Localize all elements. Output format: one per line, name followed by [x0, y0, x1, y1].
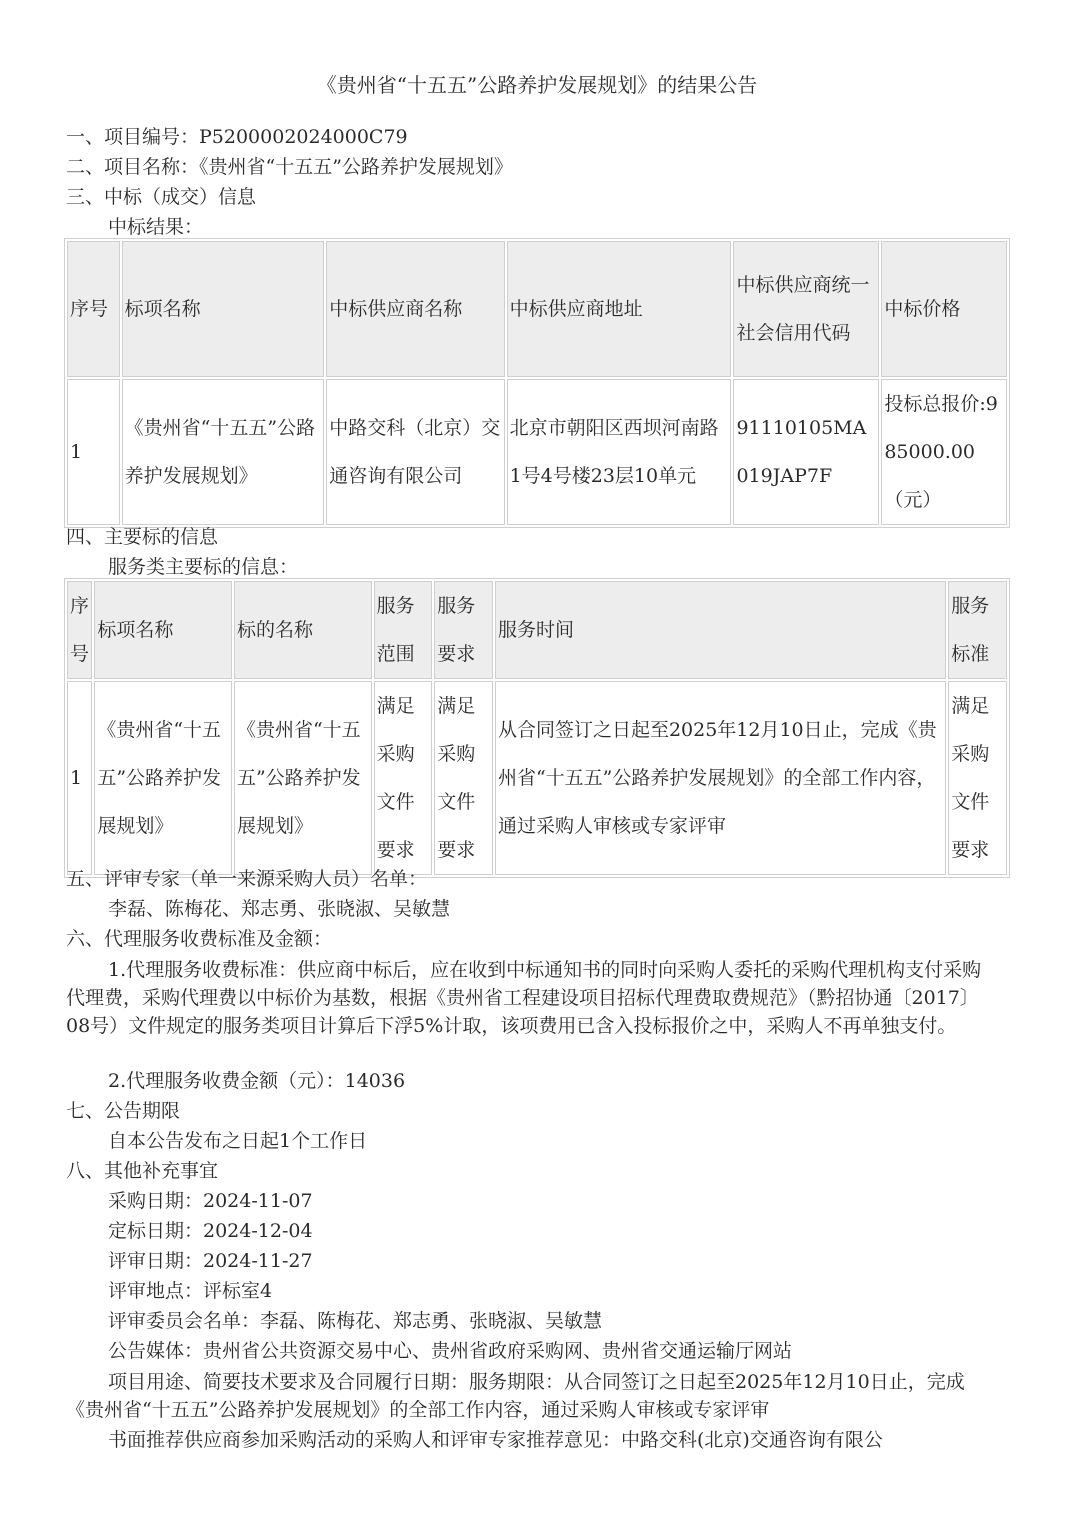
award-result-table — [64, 238, 1010, 528]
header-cell: 中标供应商名称 — [326, 241, 504, 377]
page-title: 《贵州省“十五五”公路养护发展规划》的结果公告 — [316, 73, 758, 97]
notice-period-text: 自本公告发布之日起1个工作日 — [108, 1130, 368, 1152]
table-cell: 北京市朝阳区西坝河南路1号4号楼23层10单元 — [507, 379, 732, 525]
header-cell: 中标价格 — [881, 241, 1007, 377]
agency-fee-amount: 2.代理服务收费金额（元）：14036 — [108, 1070, 406, 1092]
header-cell: 中标供应商统一社会信用代码 — [733, 241, 879, 377]
table-cell: 满足采购文件要求 — [374, 681, 433, 875]
header-cell: 标项名称 — [122, 241, 325, 377]
header-cell: 服务要求 — [434, 581, 493, 679]
review-date: 评审日期：2024-11-27 — [108, 1250, 313, 1272]
section-other-matters: 八、其他补充事宜 — [66, 1160, 219, 1182]
recommendation: 书面推荐供应商参加采购活动的采购人和评审专家推荐意见：中路交科(北京)交通咨询有限公 — [108, 1429, 883, 1451]
header-cell: 序号 — [67, 581, 92, 679]
section-award-info: 三、中标（成交）信息 — [66, 186, 257, 208]
review-committee: 评审委员会名单：李磊、陈梅花、郑志勇、张晓淑、吴敏慧 — [108, 1310, 603, 1332]
table-cell: 《贵州省“十五五”公路养护发展规划》 — [94, 681, 232, 875]
header-cell: 服务时间 — [495, 581, 946, 679]
expert-names: 李磊、陈梅花、郑志勇、张晓淑、吴敏慧 — [108, 898, 451, 920]
table-cell: 1 — [67, 379, 120, 525]
section-notice-period: 七、公告期限 — [66, 1100, 181, 1122]
table-header-row — [67, 581, 1007, 679]
header-cell: 服务范围 — [374, 581, 433, 679]
table-cell: 投标总报价:985000.00（元） — [881, 379, 1007, 525]
project-name: 二、项目名称：《贵州省“十五五”公路养护发展规划》 — [66, 156, 513, 178]
notice-media: 公告媒体：贵州省公共资源交易中心、贵州省政府采购网、贵州省交通运输厅网站 — [108, 1340, 793, 1362]
table-row — [67, 379, 1007, 525]
award-date: 定标日期：2024-12-04 — [108, 1220, 313, 1242]
project-usage: 项目用途、简要技术要求及合同履行日期：服务期限：从合同签订之日起至2025年12月10日止，完成《贵州省“十五五”公路养护发展规划》的全部工作内容，通过采购人审核或专家评审 — [66, 1371, 965, 1421]
project-number: 一、项目编号：P5200002024000C79 — [66, 126, 408, 148]
service-subject-label: 服务类主要标的信息： — [108, 556, 299, 578]
award-result-label: 中标结果： — [108, 216, 204, 238]
header-cell: 标项名称 — [94, 581, 232, 679]
agency-fee-standard: 1.代理服务收费标准：供应商中标后，应在收到中标通知书的同时向采购人委托的采购代理机构支付采购代理费，采购代理费以中标价为基数，根据《贵州省工程建设项目招标代理费取费规范》（黔招协通〔2017〕08号）文件规定的服务类项目计算后下浮5%计取，该项费用已含入投标报价之中，采购人不再单独支付。 — [66, 959, 982, 1037]
header-cell: 服务标准 — [948, 581, 1007, 679]
table-header-row — [67, 241, 1007, 377]
table-row — [67, 681, 1007, 875]
service-subject-table — [64, 578, 1010, 878]
section-main-subject: 四、主要标的信息 — [66, 526, 219, 548]
table-cell: 满足采购文件要求 — [434, 681, 493, 875]
section-agency-fee: 六、代理服务收费标准及金额： — [66, 928, 333, 950]
table-cell: 《贵州省“十五五”公路养护发展规划》 — [234, 681, 372, 875]
header-cell: 序号 — [67, 241, 120, 377]
section-experts: 五、评审专家（单一来源采购人员）名单： — [66, 868, 428, 890]
table-cell: 满足采购文件要求 — [948, 681, 1007, 875]
table-cell: 91110105MA019JAP7F — [733, 379, 879, 525]
table-cell: 《贵州省“十五五”公路养护发展规划》 — [122, 379, 325, 525]
header-cell: 中标供应商地址 — [507, 241, 732, 377]
table-cell: 1 — [67, 681, 92, 875]
table-cell: 从合同签订之日起至2025年12月10日止，完成《贵州省“十五五”公路养护发展规划》的全部工作内容，通过采购人审核或专家评审 — [495, 681, 946, 875]
review-location: 评审地点：评标室4 — [108, 1280, 273, 1302]
table-cell: 中路交科（北京）交通咨询有限公司 — [326, 379, 504, 525]
purchase-date: 采购日期：2024-11-07 — [108, 1190, 313, 1212]
header-cell: 标的名称 — [234, 581, 372, 679]
